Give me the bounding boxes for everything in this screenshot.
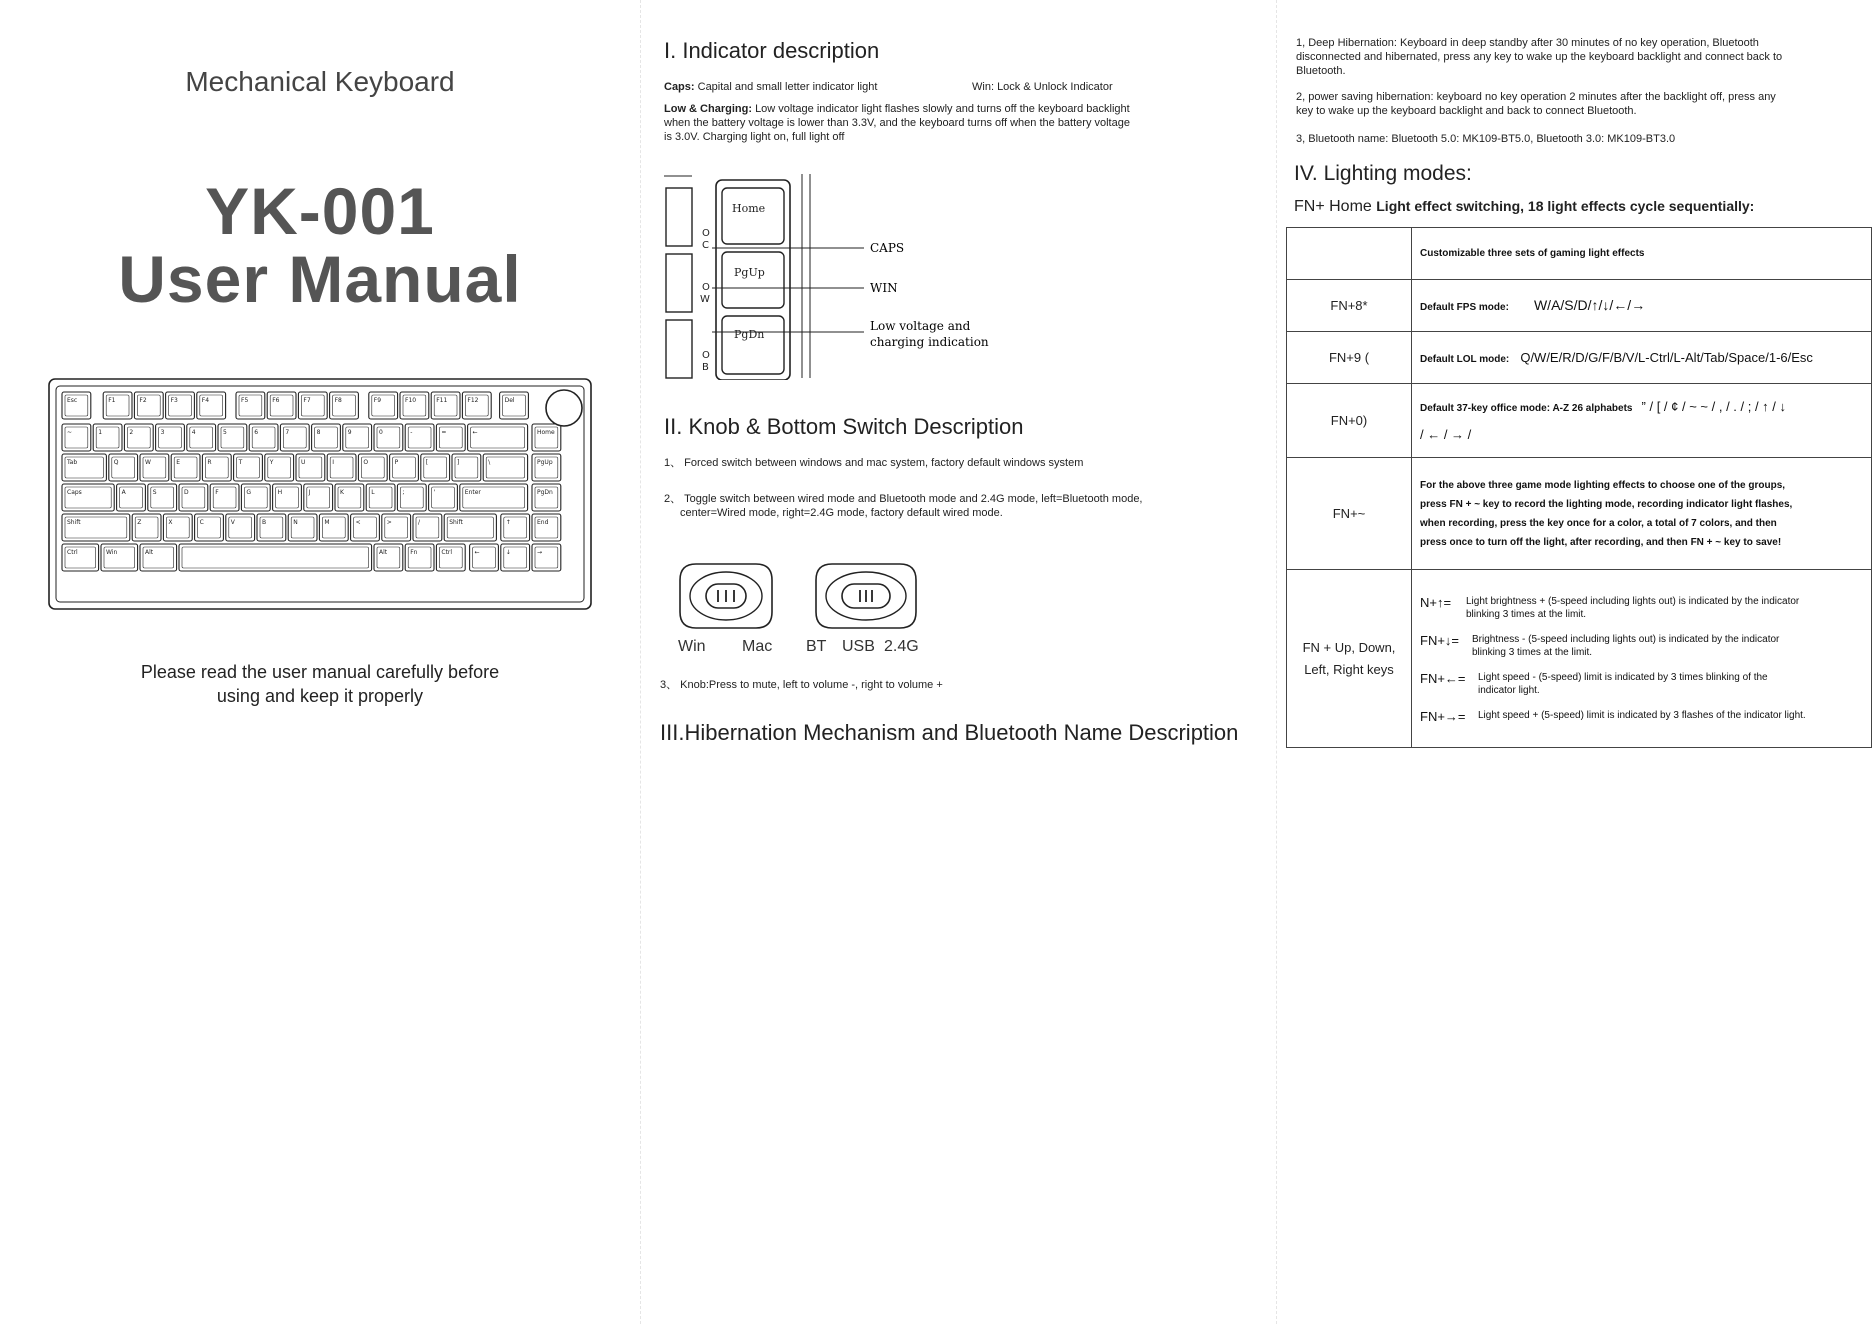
hibernation-p2-l1: 2, power saving hibernation: keyboard no key operation 2 minutes after the backlight off, press any	[1296, 91, 1776, 103]
keyboard-key-label: J	[308, 489, 311, 496]
keyboard-key-label: F11	[436, 397, 448, 404]
callout-win: WIN	[870, 281, 898, 295]
fps-keys: W/A/S/D/↑/↓/←/→	[1533, 297, 1646, 313]
keyboard-key-label: Caps	[67, 489, 82, 496]
keyboard-key-label: Win	[106, 549, 118, 556]
mode-switch-label-usb: USB	[842, 638, 875, 655]
keyboard-key-label: G	[246, 489, 252, 496]
keyboard-key-label: C	[199, 519, 204, 526]
keyboard-key-label: 1	[98, 429, 103, 436]
record-line-2: press FN + ~ key to record the lighting mode, recording indicator light flashes,	[1420, 498, 1793, 510]
os-switch-label-mac: Mac	[742, 638, 773, 655]
bluetooth-name: 3, Bluetooth name: Bluetooth 5.0: MK109-BT5.0, Bluetooth 3.0: MK109-BT3.0	[1296, 133, 1676, 145]
keyboard-key-label: [	[425, 459, 429, 466]
brightness-down-l1: Brightness - (5-speed including lights out) is indicated by the indicator	[1472, 634, 1780, 645]
keyboard-key-label: 4	[191, 429, 196, 436]
arrow-key-label-2: Left, Right keys	[1304, 661, 1394, 677]
section4-heading: IV. Lighting modes:	[1294, 162, 1472, 185]
hibernation-p2	[1296, 90, 1866, 118]
cover-title: User Manual	[118, 242, 522, 316]
keyboard-key-label: PgDn	[537, 489, 553, 496]
office-keys-1: ” / [ / ¢ / ~ ~ / , / . / ; / ↑ / ↓	[1641, 399, 1787, 414]
section2-item2-line1: 2、 Toggle switch between wired mode and Bluetooth mode and 2.4G mode, left=Bluetooth mode,	[664, 493, 1143, 505]
keyboard-key-label: Y	[269, 459, 274, 466]
speed-down-key: FN+←=	[1420, 671, 1466, 686]
brightness-up	[1420, 595, 1870, 621]
lighting-modes-table	[1286, 227, 1872, 748]
section2-heading: II. Knob & Bottom Switch Description	[664, 414, 1024, 439]
keyboard-key-label: Esc	[67, 397, 78, 404]
keyboard-key-label: B	[262, 519, 267, 526]
keyboard-key-label: Z	[137, 519, 142, 526]
page-divider-2	[1276, 0, 1277, 1324]
section1-heading: I. Indicator description	[664, 38, 880, 63]
fn-home-desc: Light effect switching, 18 light effects cycle sequentially:	[1376, 198, 1755, 214]
keyboard-key-label: F9	[373, 397, 382, 404]
hibernation-p1-l1: 1, Deep Hibernation: Keyboard in deep standby after 30 minutes of no key operation, Bluetooth	[1296, 37, 1759, 49]
knob-icon	[546, 390, 582, 426]
row-key: FN+~	[1287, 458, 1412, 570]
speed-down-l2: indicator light.	[1478, 685, 1540, 696]
keyboard-key-label: O	[363, 459, 369, 466]
keyboard-key-label: ;	[402, 489, 405, 496]
office-label: Default 37-key office mode: A-Z 26 alphabets	[1420, 403, 1633, 414]
brightness-up-l1: Light brightness + (5-speed including lights out) is indicated by the indicator	[1466, 596, 1800, 607]
keyboard-key-label: ←	[474, 549, 480, 556]
keyboard-illustration	[48, 378, 592, 610]
keyboard-key-label: -	[410, 429, 413, 436]
table-row	[1287, 280, 1872, 332]
fps-label: Default FPS mode:	[1420, 302, 1509, 313]
callout-caps: CAPS	[870, 241, 905, 255]
keyboard-key-label: F4	[201, 397, 210, 404]
row-key: FN+8*	[1287, 280, 1412, 332]
caps-line	[664, 80, 877, 94]
keyboard-key-label: 9	[347, 429, 352, 436]
brightness-down	[1420, 633, 1870, 659]
row-value: Customizable three sets of gaming light effects	[1412, 228, 1872, 280]
hibernation-p2-l2: key to wake up the keyboard backlight and back to connect Bluetooth.	[1296, 105, 1637, 117]
mode-switch-icon	[812, 560, 920, 632]
row-value	[1412, 280, 1872, 332]
keyboard-key-label: I	[332, 459, 334, 466]
arrow-key-label-1: FN + Up, Down,	[1302, 639, 1396, 655]
row-value	[1412, 332, 1872, 384]
keyboard-key-label: Shift	[67, 519, 81, 526]
record-line-4: press once to turn off the light, after recording, and then FN + ~ key to save!	[1420, 536, 1782, 548]
keyboard-key-label: ↑	[505, 519, 511, 526]
cover-subtitle: Mechanical Keyboard	[185, 66, 455, 97]
keyboard-key-label: F	[215, 489, 219, 496]
keyboard-key-label: F3	[170, 397, 178, 404]
svg-text:W: W	[700, 294, 710, 305]
keyboard-key-label: ↓	[505, 549, 511, 556]
hibernation-p1-l2: disconnected and hibernated, press any key to wake up the keyboard backlight and connect back to	[1296, 51, 1783, 63]
svg-text:O: O	[702, 350, 710, 361]
keyboard-key-label: Ctrl	[67, 549, 78, 556]
os-switch-label-win: Win	[678, 638, 706, 655]
indicator-diagram	[664, 172, 1014, 380]
section2-item1: 1、 Forced switch between windows and mac system, factory default windows system	[664, 457, 1084, 469]
diagram-key-pgdn: PgDn	[734, 328, 765, 341]
keyboard-key-label: F1	[108, 397, 116, 404]
keyboard-key-label: Enter	[464, 489, 481, 496]
diagram-key-home: Home	[732, 202, 766, 215]
hibernation-p1	[1296, 36, 1866, 78]
low-label: Low & Charging:	[664, 103, 752, 115]
svg-text:C: C	[702, 240, 709, 251]
brightness-down-l2: blinking 3 times at the limit.	[1472, 647, 1593, 658]
row-value	[1412, 458, 1872, 570]
hibernation-p1-l3: Bluetooth.	[1296, 65, 1346, 77]
keyboard-key-label: U	[301, 459, 306, 466]
brightness-up-l2: blinking 3 times at the limit.	[1466, 609, 1587, 620]
keyboard-key-label: D	[184, 489, 189, 496]
record-line-3: when recording, press the key once for a color, a total of 7 colors, and then	[1420, 517, 1777, 529]
keyboard-key-label: Alt	[379, 549, 388, 556]
keyboard-key-label: ]	[457, 459, 460, 466]
table-row	[1287, 384, 1872, 458]
low-charging-text	[664, 102, 1244, 144]
keyboard-key-label: Q	[113, 459, 119, 466]
keyboard-key-label: W	[145, 459, 151, 466]
section2-item2	[664, 492, 1143, 520]
keyboard-key-label: F6	[272, 397, 280, 404]
svg-text:B: B	[702, 362, 709, 373]
speed-up-key: FN+→=	[1420, 709, 1466, 724]
lol-keys: Q/W/E/R/D/G/F/B/V/L-Ctrl/L-Alt/Tab/Space/1-6/Esc	[1520, 349, 1813, 365]
keyboard-key-label: F10	[405, 397, 417, 404]
cover-note-line2: using and keep it properly	[216, 686, 424, 706]
row-key	[1287, 570, 1412, 748]
section2-item2-line2: center=Wired mode, right=2.4G mode, factory default wired mode.	[680, 507, 1003, 519]
fn-home-line	[1294, 198, 1754, 216]
keyboard-key-label: F5	[241, 397, 249, 404]
keyboard-key-label: '	[433, 489, 436, 496]
keyboard-key-label: =	[441, 429, 447, 436]
win-text: Lock & Unlock Indicator	[997, 81, 1113, 93]
keyboard-key-label: \	[488, 459, 491, 466]
speed-up-l1: Light speed + (5-speed) limit is indicated by 3 flashes of the indicator light.	[1478, 710, 1806, 721]
keyboard-key-label: A	[121, 489, 126, 496]
keyboard-key-label: T	[238, 459, 243, 466]
keyboard-key-label: N	[293, 519, 298, 526]
table-row	[1287, 332, 1872, 384]
keyboard-key-label: L	[371, 489, 375, 496]
svg-text:O: O	[702, 228, 710, 239]
callout-charging: charging indication	[870, 335, 989, 349]
speed-down-l1: Light speed - (5-speed) limit is indicated by 3 times blinking of the	[1478, 672, 1768, 683]
keyboard-key-label: 6	[254, 429, 259, 436]
keyboard-key-label: 3	[160, 429, 165, 436]
low-text-1: Low voltage indicator light flashes slowly and turns off the keyboard backlight	[755, 103, 1130, 115]
win-label: Win:	[972, 81, 994, 93]
win-line	[972, 80, 1113, 94]
section3-heading: III.Hibernation Mechanism and Bluetooth Name Description	[660, 720, 1239, 745]
keyboard-key-label: ~	[67, 429, 73, 436]
brightness-up-key: N+↑=	[1420, 595, 1452, 610]
table-row	[1287, 458, 1872, 570]
keyboard-key-label: Fn	[410, 549, 418, 556]
keyboard-key-label: >	[386, 519, 392, 526]
keyboard-key-label: S	[152, 489, 157, 496]
keyboard-key-label: F7	[303, 397, 311, 404]
office-keys-2: / ← / → /	[1420, 427, 1472, 442]
cover-note-line1: Please read the user manual carefully before	[140, 662, 500, 682]
keyboard-key-label: /	[418, 519, 421, 526]
record-line-1: For the above three game mode lighting effects to choose one of the groups,	[1420, 479, 1786, 491]
keyboard-key-label: 2	[129, 429, 134, 436]
page-divider-1	[640, 0, 641, 1324]
caps-text: Capital and small letter indicator light	[697, 81, 878, 93]
lol-label: Default LOL mode:	[1420, 353, 1510, 365]
row-value	[1412, 570, 1872, 748]
caps-label: Caps:	[664, 81, 695, 93]
table-row	[1287, 228, 1872, 280]
mode-switch-label-24g: 2.4G	[884, 638, 919, 655]
speed-down	[1420, 671, 1870, 697]
row-key	[1287, 228, 1412, 280]
keyboard-key-label: Tab	[67, 459, 78, 466]
keyboard-key-label: →	[537, 549, 543, 556]
row-key: FN+9 (	[1287, 332, 1412, 384]
keyboard-key-label: F12	[467, 397, 479, 404]
os-switch-icon	[676, 560, 776, 632]
keyboard-key-label: Alt	[145, 549, 154, 556]
row-value	[1412, 384, 1872, 458]
keyboard-key-label: 8	[316, 429, 321, 436]
keyboard-key-label: Home	[537, 429, 555, 436]
low-text-3: is 3.0V. Charging light on, full light off	[664, 131, 845, 143]
keyboard-key-label: 5	[223, 429, 227, 436]
keyboard-key-label: PgUp	[537, 459, 553, 466]
speed-up	[1420, 709, 1870, 724]
cover-note	[0, 660, 640, 708]
keyboard-key-label: R	[207, 459, 212, 466]
keyboard-key-label: P	[394, 459, 399, 466]
keyboard-key-label: F2	[139, 397, 147, 404]
keyboard-key-label: K	[340, 489, 344, 496]
brightness-down-key: FN+↓=	[1420, 633, 1460, 648]
diagram-key-pgup: PgUp	[734, 266, 765, 279]
keyboard-key-label: Ctrl	[441, 549, 453, 556]
keyboard-key-label: Del	[504, 397, 515, 404]
keyboard-key-label: End	[537, 519, 549, 526]
keyboard-key-label: X	[168, 519, 173, 526]
section2-item3: 3、 Knob:Press to mute, left to volume -, right to volume +	[660, 679, 943, 691]
keyboard-key-label: H	[277, 489, 283, 496]
mode-switch-label-bt: BT	[806, 638, 827, 655]
keyboard-key-label: V	[230, 519, 235, 526]
fn-home-prefix: FN+ Home	[1294, 198, 1372, 215]
keyboard-key-label: 0	[379, 429, 383, 436]
svg-text:O: O	[702, 282, 710, 293]
keyboard-key-label: E	[176, 459, 180, 466]
keyboard-key-label: ←	[472, 429, 478, 436]
keyboard-key-label: F8	[334, 397, 342, 404]
keyboard-key-label: <	[355, 519, 361, 526]
keyboard-key	[179, 544, 372, 571]
callout-low: Low voltage and	[870, 319, 971, 333]
low-text-2: when the battery voltage is lower than 3.3V, and the keyboard turns off when the battery voltage	[664, 117, 1130, 129]
table-row	[1287, 570, 1872, 748]
keyboard-key-label: 7	[285, 429, 290, 436]
cover-model: YK-001	[205, 174, 435, 248]
keyboard-key-label: Shift	[449, 519, 463, 526]
keyboard-key-label: M	[324, 519, 330, 526]
row-key: FN+0)	[1287, 384, 1412, 458]
